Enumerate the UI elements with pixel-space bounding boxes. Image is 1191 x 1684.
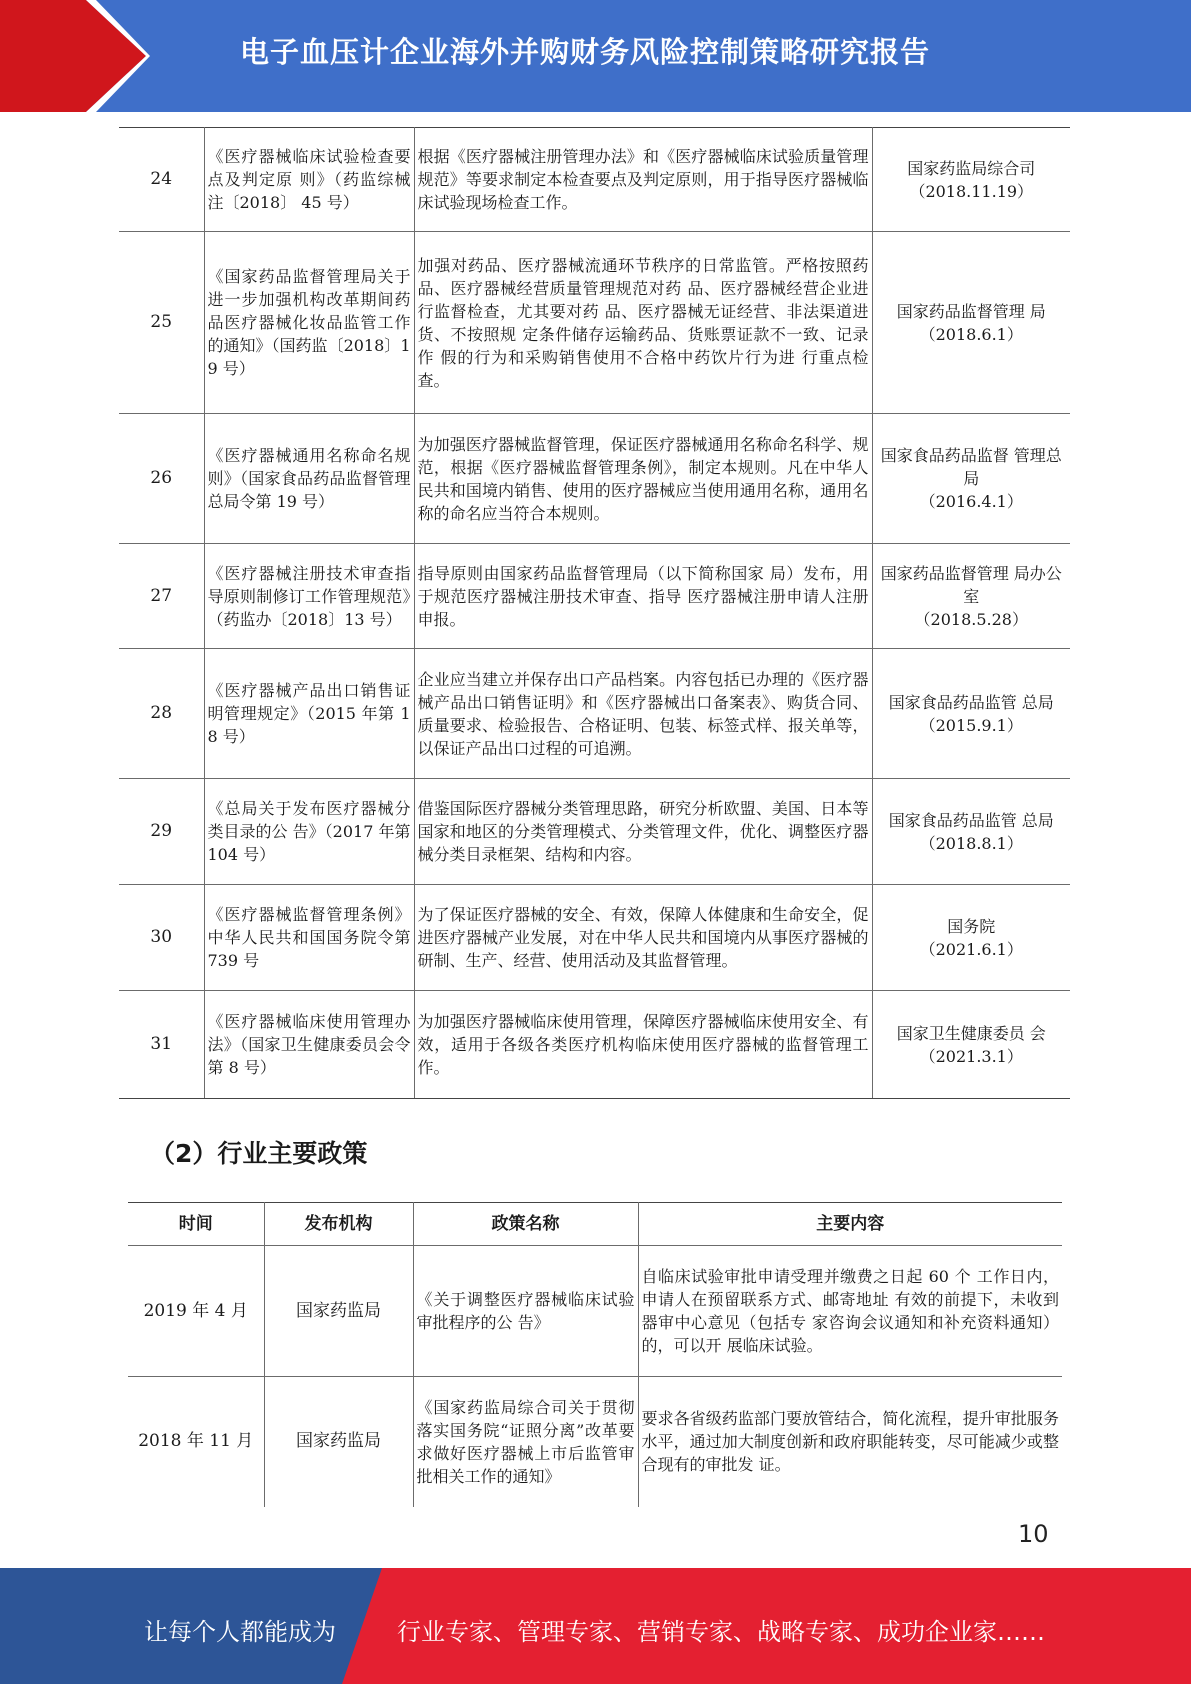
column-header-policy-name: 政策名称	[413, 1203, 638, 1246]
footer-slogan-left: 让每个人都能成为	[144, 1618, 336, 1646]
page-number: 10	[1018, 1520, 1049, 1548]
column-header-content: 主要内容	[638, 1203, 1062, 1246]
row-number: 28	[119, 649, 204, 779]
policy-org: 国家药监局	[264, 1377, 413, 1507]
regulation-name: 《国家药品监督管理局关于进一步加强机构改革期间药品医疗器械化妆品监管工作的通知》（国药监〔2018〕19 号）	[204, 232, 414, 414]
issuing-authority-cell	[872, 779, 1070, 885]
issuing-authority-cell	[872, 232, 1070, 414]
table-row	[119, 414, 1070, 544]
effective-date: （2021.6.1）	[919, 939, 1023, 959]
regulation-name: 《医疗器械临床试验检查要点及判定原 则》（药监综械注〔2018〕 45 号）	[204, 128, 414, 232]
effective-date: （2018.11.19）	[909, 181, 1034, 201]
regulation-content: 加强对药品、医疗器械流通环节秩序的日常监管。严格按照药品、医疗器械经营质量管理规范对药 品、医疗器械经营企业进行监督检查，尤其要对药 品、医疗器械无证经营、非法渠道进货、不按照规 定条件储存运输药品、货账票证款不一致、记录作 假的行为和采购销售使用不合格中药饮片行为进 行重点检查。	[414, 232, 872, 414]
issuing-authority: 国家食品药品监督 管理总局	[880, 446, 1062, 488]
row-number: 24	[119, 128, 204, 232]
effective-date: （2015.9.1）	[919, 715, 1023, 735]
issuing-authority-cell	[872, 885, 1070, 991]
issuing-authority-cell	[872, 414, 1070, 544]
row-number: 30	[119, 885, 204, 991]
row-number: 26	[119, 414, 204, 544]
table-row	[119, 232, 1070, 414]
column-header-time: 时间	[128, 1203, 264, 1246]
regulation-name: 《医疗器械监督管理条例》中华人民共和国国务院令第 739 号	[204, 885, 414, 991]
issuing-authority-cell	[872, 544, 1070, 649]
regulation-content: 借鉴国际医疗器械分类管理思路，研究分析欧盟、美国、日本等国家和地区的分类管理模式、分类管理文件，优化、调整医疗器械分类目录框架、结构和内容。	[414, 779, 872, 885]
table-row	[119, 779, 1070, 885]
effective-date: （2021.3.1）	[919, 1046, 1023, 1066]
policy-org: 国家药监局	[264, 1246, 413, 1377]
regulation-content: 企业应当建立并保存出口产品档案。内容包括已办理的《医疗器械产品出口销售证明》和《医疗器械出口备案表》、购货合同、质量要求、检验报告、合格证明、包装、标签式样、报关单等，以保证产品出口过程的可追溯。	[414, 649, 872, 779]
policy-time: 2019 年 4 月	[128, 1246, 264, 1377]
regulation-name: 《医疗器械临床使用管理办法》（国家卫生健康委员会令第 8 号）	[204, 991, 414, 1099]
regulation-name: 《总局关于发布医疗器械分类目录的公 告》（2017 年第104 号）	[204, 779, 414, 885]
regulation-name: 《医疗器械产品出口销售证明管理规定》（2015 年第 18 号）	[204, 649, 414, 779]
column-header-org: 发布机构	[264, 1203, 413, 1246]
policy-time: 2018 年 11 月	[128, 1377, 264, 1507]
report-title: 电子血压计企业海外并购财务风险控制策略研究报告	[240, 35, 931, 69]
regulation-content: 为加强医疗器械临床使用管理，保障医疗器械临床使用安全、有效，适用于各级各类医疗机构临床使用医疗器械的监督管理工作。	[414, 991, 872, 1099]
issuing-authority: 国家食品药品监管 总局	[888, 692, 1054, 712]
regulations-table	[119, 127, 1070, 1099]
page-header	[0, 0, 1191, 112]
section-heading: （2）行业主要政策	[150, 1139, 368, 1168]
policy-content: 自临床试验审批申请受理并缴费之日起 60 个 工作日内，申请人在预留联系方式、邮寄地址 有效的前提下，未收到器审中心意见（包括专 家咨询会议通知和补充资料通知）的，可以开 展临床试验。	[638, 1246, 1062, 1377]
table-row	[119, 649, 1070, 779]
row-number: 29	[119, 779, 204, 885]
regulation-content: 为加强医疗器械监督管理，保证医疗器械通用名称命名科学、规范，根据《医疗器械监督管理条例》，制定本规则。凡在中华人民共和国境内销售、使用的医疗器械应当使用通用名称，通用名称的命名应当符合本规则。	[414, 414, 872, 544]
policies-table	[128, 1202, 1062, 1507]
regulation-name: 《医疗器械通用名称命名规则》（国家食品药品监督管理总局令第 19 号）	[204, 414, 414, 544]
issuing-authority: 国家卫生健康委员 会	[896, 1023, 1046, 1043]
effective-date: （2018.5.28）	[914, 609, 1028, 629]
effective-date: （2016.4.1）	[919, 492, 1023, 511]
table-row	[119, 885, 1070, 991]
page-footer	[0, 1568, 1191, 1684]
table-row	[119, 544, 1070, 649]
regulation-content: 为了保证医疗器械的安全、有效，保障人体健康和生命安全，促进医疗器械产业发展，对在中华人民共和国境内从事医疗器械的研制、生产、经营、使用活动及其监督管理。	[414, 885, 872, 991]
table-row	[128, 1377, 1062, 1507]
header-red-arrow-decoration	[0, 0, 150, 112]
issuing-authority-cell	[872, 991, 1070, 1099]
issuing-authority: 国家食品药品监管 总局	[888, 810, 1054, 830]
regulation-content: 根据《医疗器械注册管理办法》和《医疗器械临床试验质量管理规范》等要求制定本检查要点及判定原则，用于指导医疗器械临床试验现场检查工作。	[414, 128, 872, 232]
issuing-authority: 国家药品监督管理 局办公室	[880, 563, 1062, 606]
policy-name: 《国家药监局综合司关于贯彻落实国务院“证照分离”改革要求做好医疗器械上市后监管审批相关工作的通知》	[413, 1377, 638, 1507]
regulation-content: 指导原则由国家药品监督管理局（以下简称国家 局）发布，用于规范医疗器械注册技术审查、指导 医疗器械注册申请人注册申报。	[414, 544, 872, 649]
table-row	[128, 1246, 1062, 1377]
table-row	[119, 128, 1070, 232]
regulation-name: 《医疗器械注册技术审查指导原则制修订工作管理规范》（药监办〔2018〕13 号）	[204, 544, 414, 649]
row-number: 31	[119, 991, 204, 1099]
issuing-authority-cell	[872, 128, 1070, 232]
policy-content: 要求各省级药监部门要放管结合，简化流程，提升审批服务水平，通过加大制度创新和政府职能转变，尽可能减少或整合现有的审批发 证。	[638, 1377, 1062, 1507]
issuing-authority-cell	[872, 649, 1070, 779]
table-row	[119, 991, 1070, 1099]
policy-name: 《关于调整医疗器械临床试验审批程序的公 告》	[413, 1246, 638, 1377]
issuing-authority: 国家药品监督管理 局	[896, 301, 1046, 321]
row-number: 27	[119, 544, 204, 649]
table-header-row	[128, 1203, 1062, 1246]
effective-date: （2018.6.1）	[919, 324, 1023, 344]
effective-date: （2018.8.1）	[919, 833, 1023, 853]
issuing-authority: 国家药监局综合司	[907, 158, 1036, 178]
row-number: 25	[119, 232, 204, 414]
footer-slogan-right: 行业专家、管理专家、营销专家、战略专家、成功企业家……	[397, 1618, 1045, 1646]
issuing-authority: 国务院	[947, 916, 996, 936]
